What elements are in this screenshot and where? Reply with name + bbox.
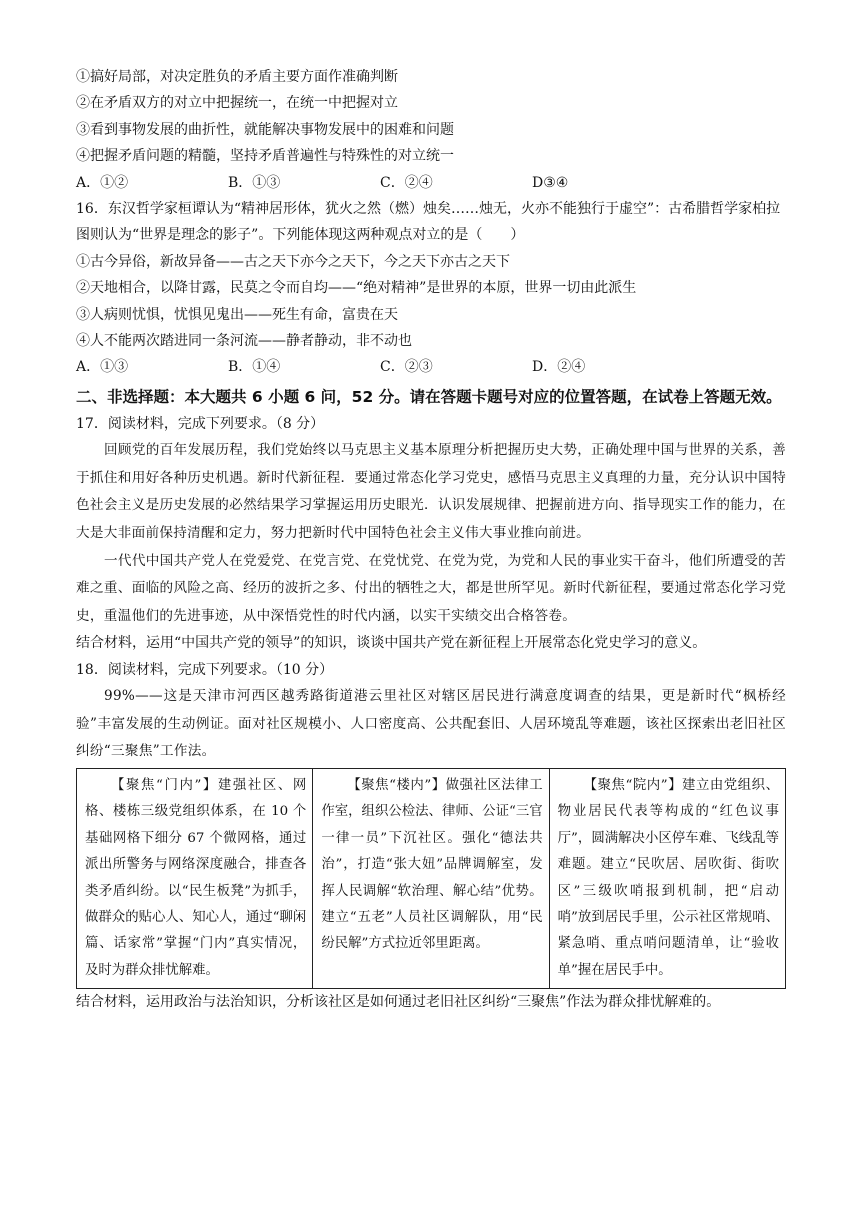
q18-requirement: 结合材料，运用政治与法治知识，分析该社区是如何通过老旧社区纠纷“三聚焦”作法为群众排忧解难的。: [76, 994, 721, 1011]
q17-title: 17．阅读材料，完成下列要求。（8 分）: [76, 415, 325, 432]
q16-option-b: B．①④: [228, 359, 281, 376]
q16-stem: 16．东汉哲学家桓谭认为“精神居形体，犹火之然（燃）烛矣……烛无，火亦不能独行于虚空”：古希腊哲学家柏拉图则认为“世界是理念的影子”。下列能体现这两种观点对立的是（ ）: [76, 201, 781, 244]
q16-option-d: D．②④: [532, 359, 586, 376]
q15-option-c: C．②④: [380, 174, 433, 191]
q16-options: [76, 354, 786, 380]
q15-option-a: A．①②: [76, 174, 129, 191]
q15-statement-4: ④把握矛盾问题的精髓，坚持矛盾普遍性与特殊性的对立统一: [76, 148, 454, 165]
q18-title: 18．阅读材料，完成下列要求。（10 分）: [76, 661, 334, 678]
q16-statement-4: ④人不能两次踏进同一条河流——静者静动，非不动也: [76, 333, 412, 350]
table-cell-building: 【聚焦“楼内”】做强社区法律工作室，组织公检法、律师、公证“三官一律一员”下沉社区。强化“德法共治”，打造“张大妞”品牌调解室，发挥人民调解“软治理、解心结”优势。建立“五老”人员社区调解队，用“民纷民解”方式拉近邻里距离。: [313, 769, 549, 989]
q15-statement-1: ①搞好局部，对决定胜负的矛盾主要方面作准确判断: [76, 69, 398, 85]
three-focus-table: [76, 768, 786, 989]
q16-option-c: C．②③: [380, 359, 433, 376]
exam-page: [76, 64, 786, 1016]
q17-material-paragraph-1: 回顾党的百年发展历程，我们党始终以马克思主义基本原理分析把握历史大势，正确处理中国与世界的关系，善于抓住和用好各种历史机遇。新时代新征程．要通过常态化学习党史，感悟马克思主义真理的力量，充分认识中国特色社会主义是历史发展的必然结果学习掌握运用历史眼光．认识发展规律、把握前进方向、指导现实工作的能力，在大是大非面前保持清醒和定力，努力把新时代中国特色社会主义伟大事业推向前进。: [76, 442, 786, 542]
table-cell-courtyard: 【聚焦“院内”】建立由党组织、物业居民代表等构成的“红色议事厅”，圆满解决小区停车难、飞线乱等难题。建立“民吹居、居吹街、街吹区”三级吹哨报到机制，把“启动哨”放到居民手里，公示社区常规哨、紧急哨、重点哨问题清单，让“验收单”握在居民手中。: [549, 769, 785, 989]
q15-options: [76, 170, 786, 196]
q18-material: 99%——这是天津市河西区越秀路街道港云里社区对辖区居民进行满意度调查的结果，更是新时代“枫桥经验”丰富发展的生动例证。面对社区规模小、人口密度高、公共配套旧、人居环境乱等难题，该社区探索出老旧社区纠纷“三聚焦”工作法。: [76, 688, 786, 760]
q16-statement-1: ①古今异俗，新故异备——古之天下亦今之天下，今之天下亦古之天下: [76, 253, 510, 270]
q16-statement-2: ②天地相合，以降甘露，民莫之令而自均——“绝对精神”是世界的本原，世界一切由此派生: [76, 280, 637, 297]
q15-option-b: B．①③: [228, 174, 281, 191]
table-row: [77, 769, 786, 989]
q17-material-paragraph-2: 一代代中国共产党人在党爱党、在党言党、在党忧党、在党为党，为党和人民的事业实干奋斗，他们所遭受的苦难之重、面临的风险之高、经历的波折之多、付出的牺牲之大，都是世所罕见。新时代新征程，要通过常态化学习党史，重温他们的先进事迹，从中深悟党性的时代内涵，以实干实绩交出合格答卷。: [76, 552, 786, 624]
q15-option-d: D③④: [532, 174, 569, 191]
q17-requirement: 结合材料，运用“中国共产党的领导”的知识，谈谈中国共产党在新征程上开展常态化党史学习的意义。: [76, 635, 707, 652]
q16-statement-3: ③人病则忧惧，忧惧见鬼出——死生有命，富贵在天: [76, 306, 398, 323]
q16-option-a: A．①③: [76, 359, 129, 376]
section-2-title: 二、非选择题：本大题共 6 小题 6 问，52 分。请在答题卡题号对应的位置答题，在试卷上答题无效。: [76, 387, 782, 406]
q15-statement-2: ②在矛盾双方的对立中把握统一，在统一中把握对立: [76, 95, 398, 112]
table-cell-door: 【聚焦“门内”】建强社区、网格、楼栋三级党组织体系，在 10 个基础网格下细分 67 个微网格，通过派出所警务与网络深度融合，排查各类矛盾纠纷。以“民生板凳”为抓手，做群众的贴心人、知心人，通过“聊闲篇、话家常”掌握“门内”真实情况，及时为群众排忧解难。: [77, 769, 313, 989]
q15-statement-3: ③看到事物发展的曲折性，就能解决事物发展中的困难和问题: [76, 121, 454, 138]
